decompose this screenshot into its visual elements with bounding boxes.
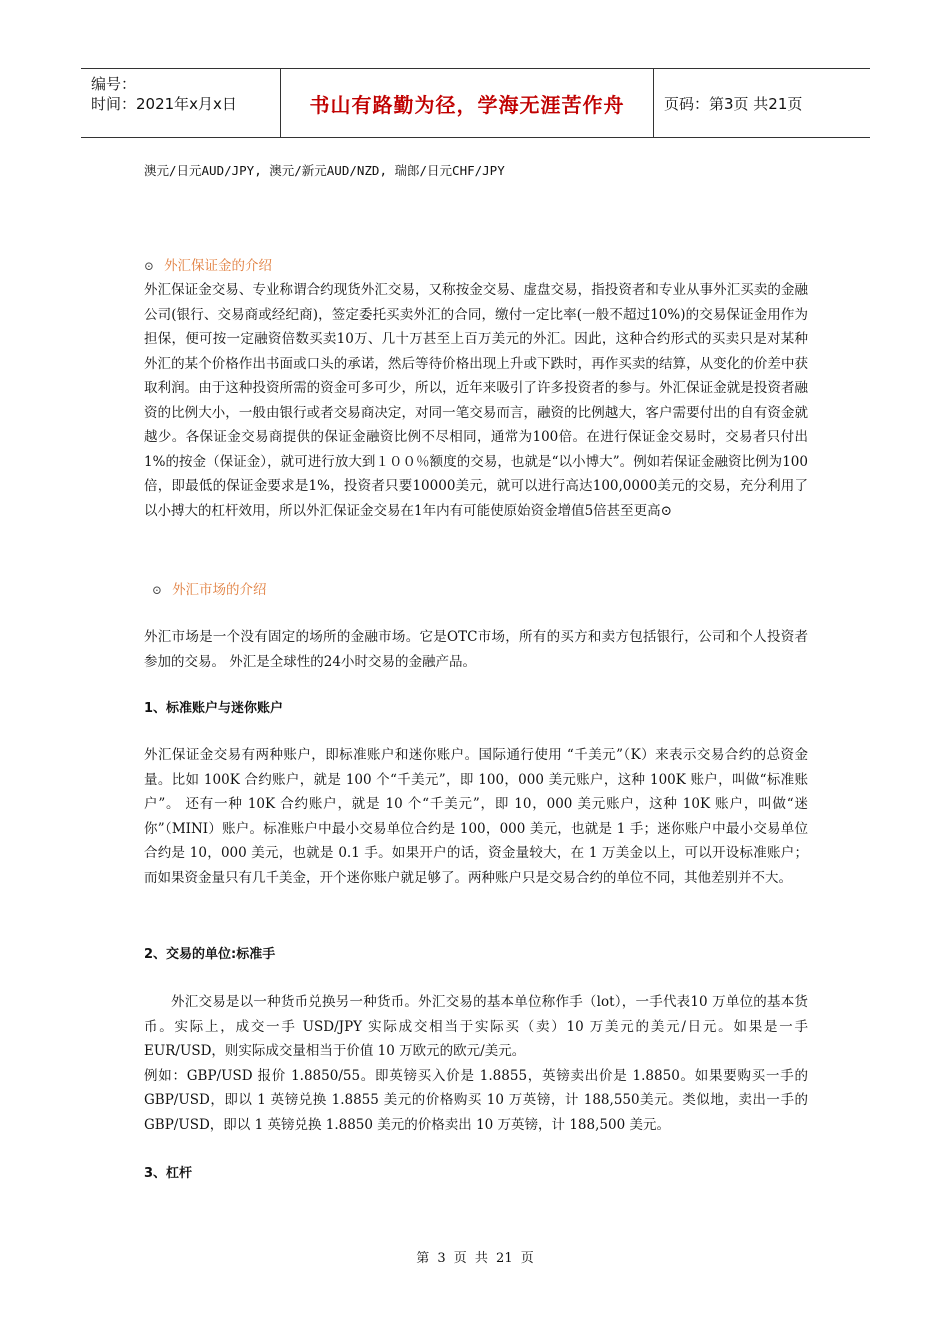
heading-trade-units: 2、交易的单位:标准手	[144, 947, 276, 962]
paragraph-trade-units	[144, 990, 808, 1137]
page-footer: 第 3 页 共 21 页	[416, 1251, 534, 1266]
header-page-cell	[654, 69, 870, 137]
document-number-label: 编号：	[91, 75, 137, 93]
section-title-market	[152, 578, 267, 598]
paragraph-trade-units-1: 外汇交易是以一种货币兑换另一种货币。外汇交易的基本单位称作手（lot），一手代表10 万单位的基本货币。实际上，成交一手 USD/JPY 实际成交相当于实际买（卖）10 万美元的美元/日元。如果是一手 EUR/USD，则实际成交量相当于价值 10 万欧元的欧元/美元。	[144, 994, 808, 1059]
heading-leverage: 3、杠杆	[144, 1166, 193, 1181]
paragraph-accounts: 外汇保证金交易有两种账户，即标准账户和迷你账户。国际通行使用 “千美元”（K）来表示交易合约的总资金量。比如 100K 合约账户，就是 100 个“千美元”，即 100，000 美元账户，这种 100K 账户，叫做“标准账户”。 还有一种 10K 合约账户，就是 10 个“千美元”，即 10，000 美元账户，这种 10K 账户，叫做“迷你”（MINI）账户。标准账户中最小交易单位合约是 100，000 美元，也就是 1 手；迷你账户中最小交易单位合约是 10，000 美元，也就是 0.1 手。如果开户的话，资金量较大，在 1 万美金以上，可以开设标准账户；而如果资金量只有几千美金，开个迷你账户就足够了。两种账户只是交易合约的单位不同，其他差别并不大。	[144, 747, 808, 886]
header-motto: 书山有路勤为径，学海无涯苦作舟	[309, 92, 625, 117]
section-title-text: 外汇保证金的介绍	[164, 258, 273, 274]
section-title-margin	[144, 254, 272, 274]
heading-accounts: 1、标准账户与迷你账户	[144, 701, 284, 716]
currency-pairs-line: 澳元/日元AUD/JPY, 澳元/新元AUD/NZD, 瑞郎/日元CHF/JPY	[144, 163, 505, 178]
header-page-code: 页码：第3页 共21页	[664, 94, 803, 113]
paragraph-market-intro: 外汇市场是一个没有固定的场所的金融市场。它是OTC市场，所有的买方和卖方包括银行，公司和个人投资者参加的交易。 外汇是全球性的24小时交易的金融产品。	[144, 629, 808, 670]
document-time-label: 时间：2021年x月x日	[91, 95, 237, 113]
header-motto-cell	[281, 69, 654, 137]
section-bullet-icon: ⊙	[152, 583, 163, 597]
paragraph-trade-units-2: 例如：GBP/USD 报价 1.8850/55。即英镑买入价是 1.8855，英镑卖出价是 1.8850。如果要购买一手的GBP/USD，即以 1 英镑兑换 1.8855 美元的价格购买 10 万英镑，计 188,550美元。类似地，卖出一手的 GBP/USD，即以 1 英镑兑换 1.8850 美元的价格卖出 10 万英镑，计 188,500 美元。	[144, 1067, 808, 1133]
header-meta-cell	[81, 69, 281, 137]
section-title-text: 外汇市场的介绍	[172, 582, 267, 598]
paragraph-margin-intro: 外汇保证金交易、专业称谓合约现货外汇交易，又称按金交易、虚盘交易，指投资者和专业从事外汇买卖的金融公司(银行、交易商或经纪商)，签定委托买卖外汇的合同，缴付一定比率(一般不超过10%)的交易保证金用作为担保，便可按一定融资倍数买卖10万、几十万甚至上百万美元的外汇。因此，这种合约形式的买卖只是对某种外汇的某个价格作出书面或口头的承诺，然后等待价格出现上升或下跌时，再作买卖的结算，从变化的价差中获取利润。由于这种投资所需的资金可多可少，所以，近年来吸引了许多投资者的参与。外汇保证金就是投资者融资的比例大小，一般由银行或者交易商决定，对同一笔交易而言，融资的比例越大，客户需要付出的自有资金就越少。各保证金交易商提供的保证金融资比例不尽相同，通常为100倍。在进行保证金交易时，交易者只付出1%的按金（保证金），就可进行放大到１００％额度的交易，也就是“以小博大”。例如若保证金融资比例为100倍，即最低的保证金要求是1%，投资者只要10000美元，就可以进行高达100,0000美元的交易，充分利用了以小搏大的杠杆效用，所以外汇保证金交易在1年内有可能使原始资金增值5倍甚至更高⊙	[144, 282, 808, 519]
section-bullet-icon: ⊙	[144, 259, 155, 273]
page-header	[81, 68, 870, 138]
